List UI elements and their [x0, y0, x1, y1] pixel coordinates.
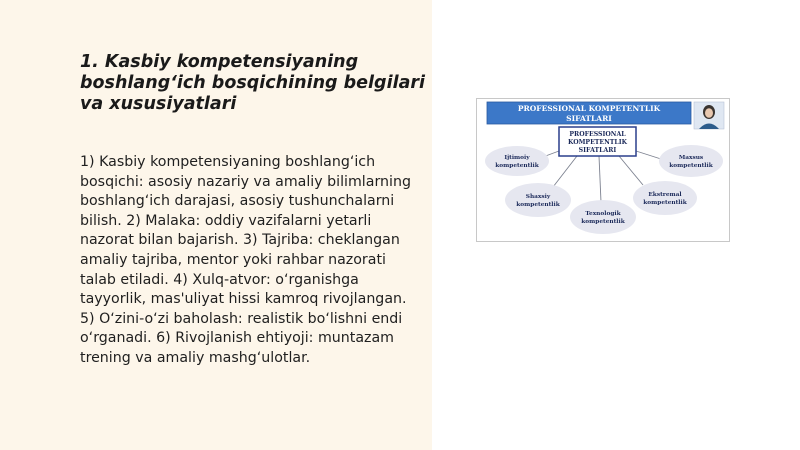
node-ijtimoiy-line1: Ijtimoiy [504, 155, 530, 161]
slide-title: 1. Kasbiy kompetensiyaning boshlang‘ich bosqichining belgilari va xususiyatlari [80, 52, 426, 114]
center-line3: SIFATLARI [578, 147, 617, 154]
node-maxsus-line2: kompetentlik [669, 163, 713, 169]
node-texnologik-line1: Texnologik [585, 211, 621, 217]
banner-title-line2: SIFATLARI [566, 114, 612, 123]
node-shaxsiy-line2: kompetentlik [516, 202, 560, 208]
node-texnologik [570, 200, 636, 234]
slide-body-text: 1) Kasbiy kompetensiyaning boshlang‘ich bosqichi: asosiy nazariy va amaliy bilimlarning boshlang‘ich darajasi, asosiy tushunchalarni bilish. 2) Malaka: oddiy vazifalarni yetarli nazorat bilan bajarish. 3) Tajriba: cheklangan amaliy tajriba, mentor yoki rahbar nazorati talab etiladi. 4) Xulq-atvor: o‘rganishga tayyorlik, mas'uliyat hissi kamroq rivojlangan. 5) O‘zini-o‘zi baholash: realistik bo‘lishni endi o‘rganadi. 6) Rivojlanish ehtiyoji: muntazam trening va amaliy mashg‘ulotlar. [80, 154, 411, 366]
node-ijtimoiy-line2: kompetentlik [495, 163, 539, 169]
presenter-avatar [694, 102, 724, 129]
node-ekstremal-line1: Ekstremal [648, 192, 682, 198]
center-line1: PROFESSIONAL [569, 131, 626, 138]
node-ijtimoiy [485, 146, 549, 176]
node-shaxsiy [505, 183, 571, 217]
banner-title-line1: PROFESSIONAL KOMPETENTLIK [517, 104, 661, 113]
competence-infographic [476, 98, 730, 242]
center-line2: KOMPETENTLIK [567, 139, 628, 146]
node-maxsus [659, 145, 723, 177]
node-maxsus-line1: Maxsus [678, 155, 704, 161]
node-ekstremal [633, 181, 697, 215]
node-shaxsiy-line1: Shaxsiy [525, 194, 551, 200]
node-ekstremal-line2: kompetentlik [643, 200, 687, 206]
infographic-diagram [477, 99, 729, 241]
node-texnologik-line2: kompetentlik [581, 219, 625, 225]
